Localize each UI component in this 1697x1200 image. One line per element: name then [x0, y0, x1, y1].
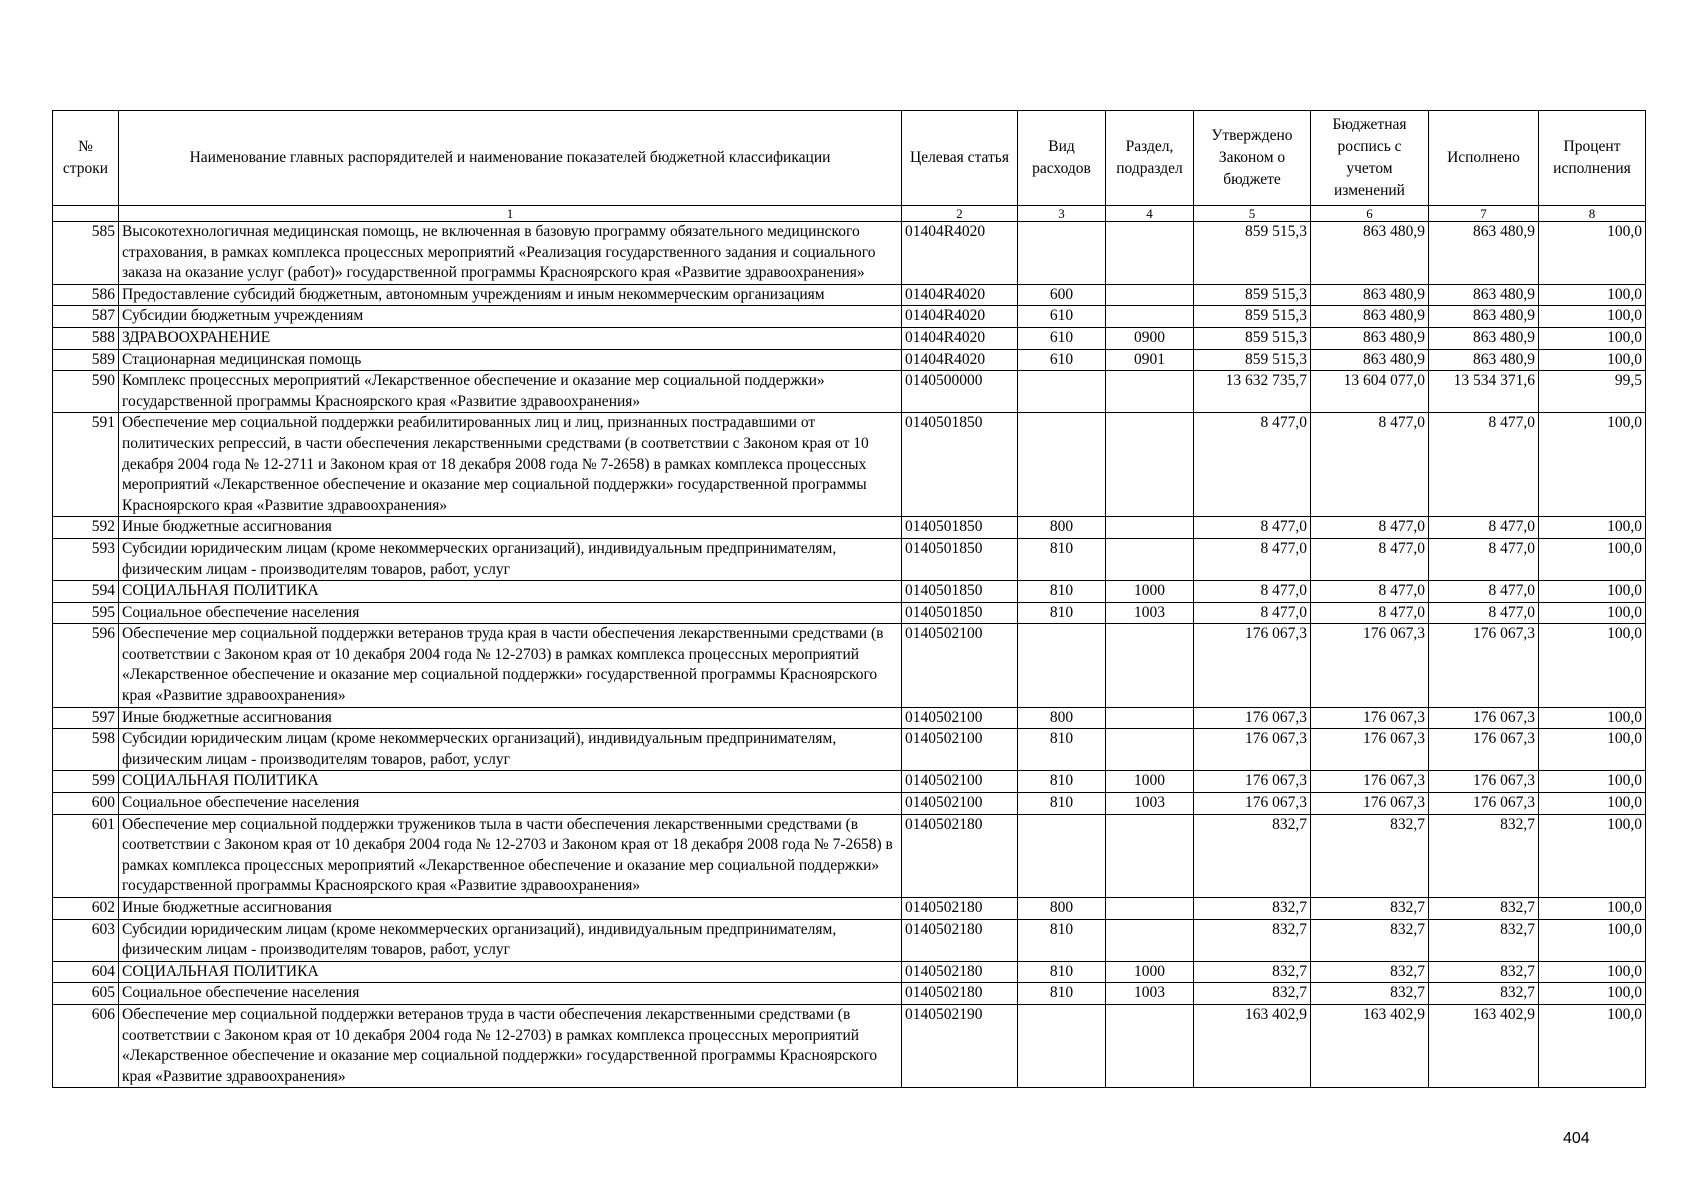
cell-target-article: 0140502100 — [902, 729, 1018, 771]
cell-executed: 8 477,0 — [1429, 581, 1539, 603]
cell-row-number: 600 — [53, 793, 119, 815]
page-number: 404 — [1563, 1130, 1590, 1147]
cell-name: Социальное обеспечение населения — [119, 983, 902, 1005]
cell-section: 1000 — [1106, 961, 1194, 983]
header-percent: Процент исполнения — [1539, 111, 1646, 206]
cell-section: 1003 — [1106, 983, 1194, 1005]
cell-target-article: 0140501850 — [902, 538, 1018, 580]
cell-executed: 832,7 — [1429, 919, 1539, 961]
cell-approved: 832,7 — [1194, 898, 1311, 920]
table-row — [53, 624, 1646, 707]
column-number: 4 — [1106, 206, 1194, 222]
column-number: 7 — [1429, 206, 1539, 222]
cell-section — [1106, 306, 1194, 328]
cell-percent: 100,0 — [1539, 222, 1646, 285]
cell-row-number: 606 — [53, 1004, 119, 1087]
cell-approved: 8 477,0 — [1194, 517, 1311, 539]
cell-revised: 832,7 — [1311, 898, 1429, 920]
cell-target-article: 0140500000 — [902, 371, 1018, 413]
cell-percent: 100,0 — [1539, 793, 1646, 815]
cell-name: Стационарная медицинская помощь — [119, 349, 902, 371]
cell-percent: 100,0 — [1539, 602, 1646, 624]
column-number: 8 — [1539, 206, 1646, 222]
cell-section: 1003 — [1106, 793, 1194, 815]
cell-expense-type: 610 — [1018, 306, 1106, 328]
cell-revised: 8 477,0 — [1311, 413, 1429, 517]
cell-name: Обеспечение мер социальной поддержки ветеранов труда в части обеспечения лекарственными средствами (в соответствии с Законом края от 10 декабря 2004 года № 12-2703) в рамках комплекса процессных мероприятий «Лекарственное обеспечение и оказание мер социальной поддержки» государственной программы Красноярского края «Развитие здравоохранения» — [119, 1004, 902, 1087]
cell-row-number: 598 — [53, 729, 119, 771]
cell-executed: 176 067,3 — [1429, 793, 1539, 815]
cell-revised: 832,7 — [1311, 983, 1429, 1005]
cell-expense-type — [1018, 371, 1106, 413]
cell-row-number: 586 — [53, 284, 119, 306]
cell-name: Высокотехнологичная медицинская помощь, не включенная в базовую программу обязательного медицинского страхования, в рамках комплекса процессных мероприятий «Реализация государственного задания и социального заказа на оказание услуг (работ)» государственной программы Красноярского края «Развитие здравоохранения» — [119, 222, 902, 285]
cell-section — [1106, 919, 1194, 961]
cell-section: 0901 — [1106, 349, 1194, 371]
cell-target-article: 01404R4020 — [902, 284, 1018, 306]
cell-row-number: 601 — [53, 814, 119, 897]
cell-section — [1106, 624, 1194, 707]
cell-target-article: 01404R4020 — [902, 306, 1018, 328]
cell-expense-type — [1018, 814, 1106, 897]
cell-percent: 100,0 — [1539, 284, 1646, 306]
cell-expense-type: 810 — [1018, 919, 1106, 961]
cell-row-number: 596 — [53, 624, 119, 707]
cell-name: Обеспечение мер социальной поддержки тружеников тыла в части обеспечения лекарственными средствами (в соответствии с Законом края от 10 декабря 2004 года № 12-2703 и Законом края от 18 декабря 2008 года № 7-2658) в рамках комплекса процессных мероприятий «Лекарственное обеспечение и оказание мер социальной поддержки» государственной программы Красноярского края «Развитие здравоохранения» — [119, 814, 902, 897]
cell-section — [1106, 729, 1194, 771]
cell-expense-type: 800 — [1018, 898, 1106, 920]
cell-executed: 8 477,0 — [1429, 602, 1539, 624]
cell-expense-type — [1018, 413, 1106, 517]
cell-expense-type: 810 — [1018, 961, 1106, 983]
cell-row-number: 587 — [53, 306, 119, 328]
cell-revised: 176 067,3 — [1311, 793, 1429, 815]
cell-revised: 863 480,9 — [1311, 349, 1429, 371]
cell-approved: 832,7 — [1194, 961, 1311, 983]
cell-target-article: 0140501850 — [902, 602, 1018, 624]
cell-section — [1106, 517, 1194, 539]
cell-revised: 8 477,0 — [1311, 581, 1429, 603]
table-row — [53, 327, 1646, 349]
cell-name: Субсидии бюджетным учреждениям — [119, 306, 902, 328]
cell-section — [1106, 284, 1194, 306]
cell-target-article: 01404R4020 — [902, 349, 1018, 371]
cell-revised: 163 402,9 — [1311, 1004, 1429, 1087]
cell-percent: 100,0 — [1539, 1004, 1646, 1087]
cell-target-article: 0140502180 — [902, 919, 1018, 961]
cell-percent: 100,0 — [1539, 898, 1646, 920]
cell-row-number: 603 — [53, 919, 119, 961]
column-number: 2 — [902, 206, 1018, 222]
cell-name: СОЦИАЛЬНАЯ ПОЛИТИКА — [119, 581, 902, 603]
cell-name: Комплекс процессных мероприятий «Лекарственное обеспечение и оказание мер социальной поддержки» государственной программы Красноярского края «Развитие здравоохранения» — [119, 371, 902, 413]
cell-name: Субсидии юридическим лицам (кроме некоммерческих организаций), индивидуальным предпринимателям, физическим лицам - производителям товаров, работ, услуг — [119, 919, 902, 961]
cell-approved: 176 067,3 — [1194, 624, 1311, 707]
cell-executed: 863 480,9 — [1429, 284, 1539, 306]
cell-target-article: 0140502100 — [902, 793, 1018, 815]
cell-row-number: 602 — [53, 898, 119, 920]
cell-target-article: 0140501850 — [902, 517, 1018, 539]
cell-approved: 832,7 — [1194, 919, 1311, 961]
cell-expense-type: 810 — [1018, 581, 1106, 603]
cell-percent: 100,0 — [1539, 538, 1646, 580]
cell-approved: 859 515,3 — [1194, 349, 1311, 371]
cell-target-article: 0140501850 — [902, 413, 1018, 517]
header-executed: Исполнено — [1429, 111, 1539, 206]
table-row — [53, 517, 1646, 539]
cell-expense-type: 810 — [1018, 602, 1106, 624]
cell-executed: 176 067,3 — [1429, 707, 1539, 729]
cell-section: 1000 — [1106, 771, 1194, 793]
cell-expense-type: 610 — [1018, 327, 1106, 349]
cell-approved: 859 515,3 — [1194, 327, 1311, 349]
cell-name: Социальное обеспечение населения — [119, 793, 902, 815]
cell-approved: 859 515,3 — [1194, 306, 1311, 328]
cell-approved: 13 632 735,7 — [1194, 371, 1311, 413]
cell-approved: 163 402,9 — [1194, 1004, 1311, 1087]
cell-revised: 832,7 — [1311, 814, 1429, 897]
cell-target-article: 0140502100 — [902, 707, 1018, 729]
cell-percent: 100,0 — [1539, 771, 1646, 793]
cell-approved: 8 477,0 — [1194, 538, 1311, 580]
cell-approved: 176 067,3 — [1194, 707, 1311, 729]
column-number: 5 — [1194, 206, 1311, 222]
cell-approved: 8 477,0 — [1194, 602, 1311, 624]
cell-target-article: 0140501850 — [902, 581, 1018, 603]
cell-row-number: 593 — [53, 538, 119, 580]
cell-expense-type: 800 — [1018, 707, 1106, 729]
table-header-row — [53, 111, 1646, 206]
cell-row-number: 595 — [53, 602, 119, 624]
cell-revised: 863 480,9 — [1311, 306, 1429, 328]
cell-approved: 176 067,3 — [1194, 793, 1311, 815]
cell-percent: 100,0 — [1539, 961, 1646, 983]
cell-executed: 832,7 — [1429, 898, 1539, 920]
cell-row-number: 592 — [53, 517, 119, 539]
column-number-blank — [53, 206, 119, 222]
cell-expense-type: 810 — [1018, 793, 1106, 815]
cell-executed: 8 477,0 — [1429, 538, 1539, 580]
cell-executed: 8 477,0 — [1429, 413, 1539, 517]
cell-section — [1106, 898, 1194, 920]
cell-row-number: 599 — [53, 771, 119, 793]
cell-percent: 100,0 — [1539, 707, 1646, 729]
cell-executed: 13 534 371,6 — [1429, 371, 1539, 413]
table-row — [53, 306, 1646, 328]
cell-row-number: 597 — [53, 707, 119, 729]
cell-section: 1000 — [1106, 581, 1194, 603]
cell-executed: 832,7 — [1429, 983, 1539, 1005]
header-row-number: № строки — [53, 111, 119, 206]
cell-percent: 100,0 — [1539, 983, 1646, 1005]
table-body — [53, 222, 1646, 1088]
table-row — [53, 538, 1646, 580]
cell-target-article: 0140502180 — [902, 983, 1018, 1005]
cell-executed: 863 480,9 — [1429, 222, 1539, 285]
cell-percent: 100,0 — [1539, 729, 1646, 771]
column-number-row — [53, 206, 1646, 222]
cell-approved: 859 515,3 — [1194, 284, 1311, 306]
cell-section — [1106, 707, 1194, 729]
table-row — [53, 793, 1646, 815]
cell-row-number: 589 — [53, 349, 119, 371]
cell-revised: 176 067,3 — [1311, 729, 1429, 771]
cell-name: Обеспечение мер социальной поддержки реабилитированных лиц и лиц, признанных пострадавшими от политических репрессий, в части обеспечения лекарственными средствами (в соответствии с Законом края от 10 декабря 2004 года № 12-2711 и Законом края от 18 декабря 2008 года № 7-2658) в рамках комплекса процессных мероприятий «Лекарственное обеспечение и оказание мер социальной поддержки» государственной программы Красноярского края «Развитие здравоохранения» — [119, 413, 902, 517]
cell-percent: 100,0 — [1539, 327, 1646, 349]
cell-section: 1003 — [1106, 602, 1194, 624]
cell-percent: 100,0 — [1539, 413, 1646, 517]
header-revised: Бюджетная роспись с учетом изменений — [1311, 111, 1429, 206]
cell-section — [1106, 222, 1194, 285]
cell-approved: 176 067,3 — [1194, 771, 1311, 793]
budget-table — [52, 110, 1646, 1088]
cell-revised: 863 480,9 — [1311, 327, 1429, 349]
cell-expense-type — [1018, 624, 1106, 707]
cell-target-article: 01404R4020 — [902, 222, 1018, 285]
cell-percent: 100,0 — [1539, 306, 1646, 328]
cell-section — [1106, 814, 1194, 897]
cell-name: Субсидии юридическим лицам (кроме некоммерческих организаций), индивидуальным предпринимателям, физическим лицам - производителям товаров, работ, услуг — [119, 729, 902, 771]
table-row — [53, 222, 1646, 285]
cell-expense-type: 810 — [1018, 771, 1106, 793]
cell-expense-type: 600 — [1018, 284, 1106, 306]
cell-row-number: 594 — [53, 581, 119, 603]
header-section: Раздел, подраздел — [1106, 111, 1194, 206]
table-row — [53, 349, 1646, 371]
cell-revised: 8 477,0 — [1311, 602, 1429, 624]
cell-expense-type: 810 — [1018, 538, 1106, 580]
cell-revised: 8 477,0 — [1311, 517, 1429, 539]
table-row — [53, 413, 1646, 517]
column-number: 3 — [1018, 206, 1106, 222]
cell-expense-type: 810 — [1018, 983, 1106, 1005]
header-expense-type: Вид расходов — [1018, 111, 1106, 206]
cell-executed: 8 477,0 — [1429, 517, 1539, 539]
cell-percent: 100,0 — [1539, 349, 1646, 371]
cell-percent: 100,0 — [1539, 581, 1646, 603]
cell-target-article: 0140502100 — [902, 771, 1018, 793]
cell-row-number: 591 — [53, 413, 119, 517]
cell-expense-type — [1018, 1004, 1106, 1087]
cell-expense-type: 610 — [1018, 349, 1106, 371]
table-row — [53, 814, 1646, 897]
cell-name: СОЦИАЛЬНАЯ ПОЛИТИКА — [119, 771, 902, 793]
cell-section — [1106, 413, 1194, 517]
cell-percent: 100,0 — [1539, 814, 1646, 897]
cell-executed: 163 402,9 — [1429, 1004, 1539, 1087]
table-row — [53, 602, 1646, 624]
cell-target-article: 0140502180 — [902, 961, 1018, 983]
cell-approved: 176 067,3 — [1194, 729, 1311, 771]
cell-name: Субсидии юридическим лицам (кроме некоммерческих организаций), индивидуальным предпринимателям, физическим лицам - производителям товаров, работ, услуг — [119, 538, 902, 580]
cell-target-article: 01404R4020 — [902, 327, 1018, 349]
table-row — [53, 1004, 1646, 1087]
header-target-article: Целевая статья — [902, 111, 1018, 206]
table-row — [53, 729, 1646, 771]
cell-executed: 176 067,3 — [1429, 729, 1539, 771]
table-row — [53, 983, 1646, 1005]
table-row — [53, 771, 1646, 793]
table-row — [53, 581, 1646, 603]
cell-percent: 100,0 — [1539, 517, 1646, 539]
cell-expense-type: 810 — [1018, 729, 1106, 771]
cell-approved: 832,7 — [1194, 983, 1311, 1005]
cell-revised: 8 477,0 — [1311, 538, 1429, 580]
cell-approved: 859 515,3 — [1194, 222, 1311, 285]
cell-revised: 13 604 077,0 — [1311, 371, 1429, 413]
cell-revised: 176 067,3 — [1311, 624, 1429, 707]
column-number: 6 — [1311, 206, 1429, 222]
cell-revised: 176 067,3 — [1311, 707, 1429, 729]
cell-expense-type — [1018, 222, 1106, 285]
cell-approved: 8 477,0 — [1194, 413, 1311, 517]
cell-name: Иные бюджетные ассигнования — [119, 707, 902, 729]
cell-name: Предоставление субсидий бюджетным, автономным учреждениям и иным некоммерческим организациям — [119, 284, 902, 306]
table-row — [53, 919, 1646, 961]
cell-name: ЗДРАВООХРАНЕНИЕ — [119, 327, 902, 349]
cell-name: СОЦИАЛЬНАЯ ПОЛИТИКА — [119, 961, 902, 983]
cell-percent: 100,0 — [1539, 624, 1646, 707]
cell-name: Иные бюджетные ассигнования — [119, 517, 902, 539]
header-approved: Утверждено Законом о бюджете — [1194, 111, 1311, 206]
header-name: Наименование главных распорядителей и наименование показателей бюджетной классификации — [119, 111, 902, 206]
cell-row-number: 588 — [53, 327, 119, 349]
cell-executed: 863 480,9 — [1429, 306, 1539, 328]
cell-section — [1106, 538, 1194, 580]
cell-name: Обеспечение мер социальной поддержки ветеранов труда края в части обеспечения лекарственными средствами (в соответствии с Законом края от 10 декабря 2004 года № 12-2703) в рамках комплекса процессных мероприятий «Лекарственное обеспечение и оказание мер социальной поддержки» государственной программы Красноярского края «Развитие здравоохранения» — [119, 624, 902, 707]
cell-name: Иные бюджетные ассигнования — [119, 898, 902, 920]
cell-target-article: 0140502180 — [902, 898, 1018, 920]
column-number: 1 — [119, 206, 902, 222]
cell-row-number: 590 — [53, 371, 119, 413]
cell-executed: 176 067,3 — [1429, 624, 1539, 707]
cell-revised: 863 480,9 — [1311, 222, 1429, 285]
table-row — [53, 707, 1646, 729]
cell-name: Социальное обеспечение населения — [119, 602, 902, 624]
cell-section: 0900 — [1106, 327, 1194, 349]
cell-expense-type: 800 — [1018, 517, 1106, 539]
cell-executed: 832,7 — [1429, 961, 1539, 983]
cell-percent: 99,5 — [1539, 371, 1646, 413]
cell-section — [1106, 371, 1194, 413]
cell-executed: 863 480,9 — [1429, 327, 1539, 349]
table-row — [53, 961, 1646, 983]
table-row — [53, 284, 1646, 306]
cell-executed: 863 480,9 — [1429, 349, 1539, 371]
cell-row-number: 605 — [53, 983, 119, 1005]
cell-section — [1106, 1004, 1194, 1087]
cell-executed: 832,7 — [1429, 814, 1539, 897]
cell-revised: 832,7 — [1311, 961, 1429, 983]
cell-revised: 832,7 — [1311, 919, 1429, 961]
cell-approved: 8 477,0 — [1194, 581, 1311, 603]
cell-revised: 863 480,9 — [1311, 284, 1429, 306]
cell-row-number: 604 — [53, 961, 119, 983]
cell-revised: 176 067,3 — [1311, 771, 1429, 793]
table-row — [53, 371, 1646, 413]
cell-target-article: 0140502190 — [902, 1004, 1018, 1087]
table-row — [53, 898, 1646, 920]
cell-executed: 176 067,3 — [1429, 771, 1539, 793]
cell-approved: 832,7 — [1194, 814, 1311, 897]
cell-target-article: 0140502100 — [902, 624, 1018, 707]
cell-row-number: 585 — [53, 222, 119, 285]
cell-percent: 100,0 — [1539, 919, 1646, 961]
cell-target-article: 0140502180 — [902, 814, 1018, 897]
